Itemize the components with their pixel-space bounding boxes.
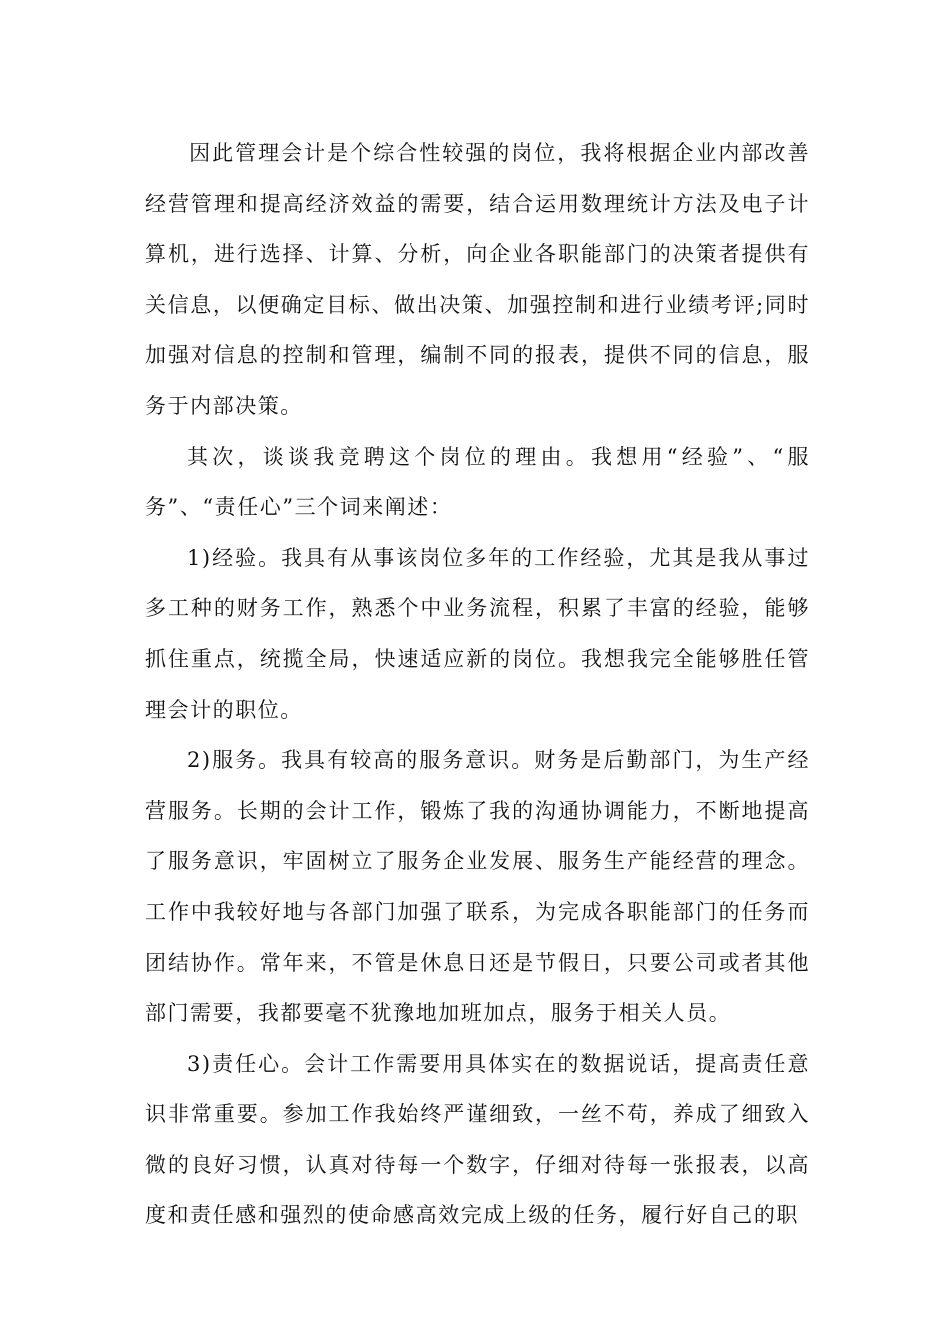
paragraph-experience: 1)经验。我具有从事该岗位多年的工作经验，尤其是我从事过多工种的财务工作，熟悉个中业务流程，积累了丰富的经验，能够抓住重点，统揽全局，快速适应新的岗位。我想我完全能够胜任管理会计的职位。	[145, 545, 810, 722]
paragraph-management-accounting: 因此管理会计是个综合性较强的岗位，我将根据企业内部改善经营管理和提高经济效益的需要，结合运用数理统计方法及电子计算机，进行选择、计算、分析，向企业各职能部门的决策者提供有关信息，以便确定目标、做出决策、加强控制和进行业绩考评;同时加强对信息的控制和管理，编制不同的报表，提供不同的信息，服务于内部决策。	[145, 141, 810, 418]
paragraph-reasons-intro: 其次，谈谈我竞聘这个岗位的理由。我想用“经验”、“服务”、“责任心”三个词来阐述：	[145, 444, 810, 520]
paragraph-responsibility: 3)责任心。会计工作需要用具体实在的数据说话，提高责任意识非常重要。参加工作我始终严谨细致，一丝不苟，养成了细致入微的良好习惯，认真对待每一个数字，仔细对待每一张报表，以高度和责任感和强烈的使命感高效完成上级的任务，履行好自己的职	[145, 1051, 810, 1228]
document-body	[145, 128, 810, 1241]
paragraph-service: 2)服务。我具有较高的服务意识。财务是后勤部门，为生产经营服务。长期的会计工作，锻炼了我的沟通协调能力，不断地提高了服务意识，牢固树立了服务企业发展、服务生产能经营的理念。工作中我较好地与各部门加强了联系，为完成各职能部门的任务而团结协作。常年来，不管是休息日还是节假日，只要公司或者其他部门需要，我都要毫不犹豫地加班加点，服务于相关人员。	[145, 748, 810, 1026]
